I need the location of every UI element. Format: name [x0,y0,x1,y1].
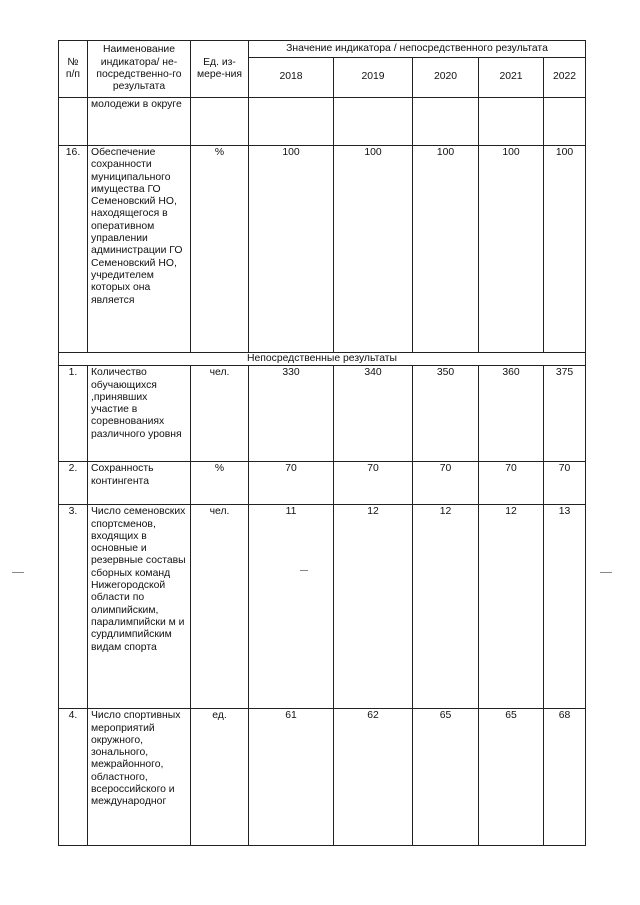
row-unit: % [191,462,249,505]
header-group: Значение индикатора / непосредственного результата [249,41,586,58]
row-name: Обеспечение сохранности муниципального имущества ГО Семеновский НО, находящегося в оперативном управлении администрации ГО Семеновский НО, учредителем которых она является [88,146,191,353]
section-title: Непосредственные результаты [59,353,586,366]
header-name: Наименование индикатора/ не-посредственно-го результата [88,41,191,98]
row-value: 100 [334,146,413,353]
row-unit: % [191,146,249,353]
row-value: 11 [249,505,334,709]
scan-mark-center [300,570,308,571]
header-unit: Ед. из-мере-ния [191,41,249,98]
row-value: 70 [249,462,334,505]
row-value: 61 [249,709,334,846]
row-name: Количество обучающихся ,принявших участие в соревнованиях различного уровня [88,366,191,462]
indicator-table [58,40,586,846]
table-row [59,462,586,505]
scan-mark-left [12,572,24,573]
row-value: 330 [249,366,334,462]
table-row [59,98,586,146]
table-row [59,146,586,353]
table-row [59,709,586,846]
row-value: 350 [413,366,479,462]
row-no [59,98,88,146]
row-value: 12 [479,505,544,709]
row-value: 70 [413,462,479,505]
row-value: 375 [544,366,586,462]
row-value: 70 [544,462,586,505]
row-no: 16. [59,146,88,353]
table-row [59,505,586,709]
row-no: 4. [59,709,88,846]
row-value [249,98,334,146]
row-no: 1. [59,366,88,462]
row-value: 340 [334,366,413,462]
row-name: молодежи в округе [88,98,191,146]
row-unit: ед. [191,709,249,846]
row-value: 100 [544,146,586,353]
row-value: 12 [334,505,413,709]
row-name: Число спортивных мероприятий окружного, зонального, межрайонного, областного, всероссийского и международног [88,709,191,846]
row-no: 2. [59,462,88,505]
row-value: 360 [479,366,544,462]
header-no: № п/п [59,41,88,98]
row-name: Число семеновских спортсменов, входящих в основные и резервные составы сборных команд Нижегородской области по олимпийским, паралимпийски м и сурдлимпийским видам спорта [88,505,191,709]
row-value: 100 [249,146,334,353]
row-value: 100 [479,146,544,353]
header-year: 2021 [479,58,544,98]
header-year: 2022 [544,58,586,98]
row-value: 12 [413,505,479,709]
row-value: 62 [334,709,413,846]
table-row [59,366,586,462]
row-value: 70 [334,462,413,505]
row-name: Сохранность контингента [88,462,191,505]
scan-mark-right [600,572,612,573]
row-unit: чел. [191,366,249,462]
row-value [544,98,586,146]
row-value: 70 [479,462,544,505]
header-year: 2018 [249,58,334,98]
header-year: 2019 [334,58,413,98]
row-unit [191,98,249,146]
row-value: 13 [544,505,586,709]
row-value [413,98,479,146]
row-value: 65 [413,709,479,846]
row-value: 68 [544,709,586,846]
row-no: 3. [59,505,88,709]
row-unit: чел. [191,505,249,709]
row-value: 100 [413,146,479,353]
row-value [479,98,544,146]
row-value [334,98,413,146]
header-year: 2020 [413,58,479,98]
row-value: 65 [479,709,544,846]
